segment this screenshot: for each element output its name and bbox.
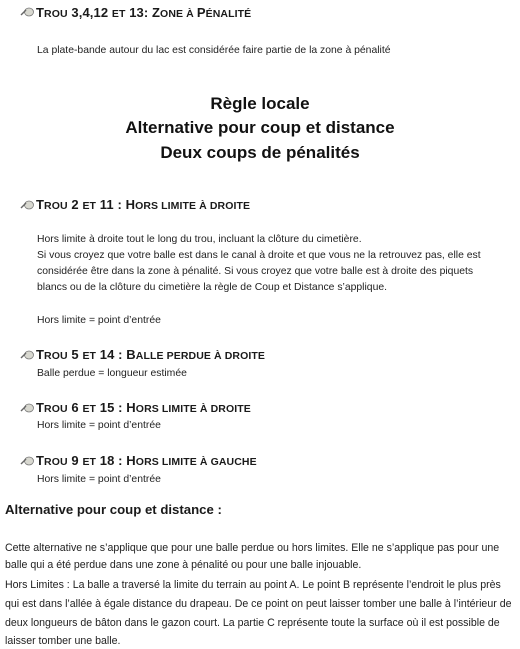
section-text: Hors limite à droite tout le long du trou, incluant la clôture du cimetière.: [37, 234, 362, 245]
section-text: Hors limite = point d’entrée: [37, 474, 161, 485]
golf-ball-bullet-icon: [20, 350, 34, 360]
section-text: Balle perdue = longueur estimée: [37, 368, 187, 379]
alternative-text: Hors Limites : La balle a traversé la limite du terrain au point A. Le point B représente l’endroit le plus près: [5, 579, 501, 591]
alternative-heading: Alternative pour coup et distance :: [5, 502, 222, 517]
title-alternative: Alternative pour coup et distance: [125, 118, 395, 137]
title-penalites: Deux coups de pénalités: [160, 143, 360, 162]
section-text: considérée être dans la zone à pénalité. Si vous croyez que votre balle est à droite des piquets: [37, 266, 474, 277]
golf-ball-bullet-icon: [20, 7, 34, 17]
section-heading: TROU 6 ET 15 : HORS LIMITE À DROITE: [36, 400, 251, 415]
golf-ball-bullet-icon: [20, 200, 34, 210]
alternative-text: laisser tomber une balle.: [5, 635, 121, 647]
section-heading: TROU 3,4,12 ET 13: ZONE À PÉNALITÉ: [36, 5, 252, 20]
alternative-text: deux longueurs de bâton dans le gazon court. La partie C représente toute la surface où il est possible de: [5, 617, 500, 629]
alternative-text: qui est dans l’allée à égale distance du drapeau. De ce point on peut laisser tomber une balle à l’intérieur de: [5, 598, 512, 610]
section-text: blancs ou de la clôture du cimetière la règle de Coup et Distance s’applique.: [37, 282, 388, 293]
alternative-text: balle qui a été perdue dans une zone à pénalité ou pour une balle injouable.: [5, 559, 362, 571]
section-text: Hors limite = point d’entrée: [37, 420, 161, 431]
section-heading: TROU 2 ET 11 : HORS LIMITE À DROITE: [36, 197, 251, 212]
golf-ball-bullet-icon: [20, 403, 34, 413]
alternative-text: Cette alternative ne s’applique que pour une balle perdue ou hors limites. Elle ne s’applique pas pour une: [5, 542, 500, 554]
section-heading: TROU 9 ET 18 : HORS LIMITE À GAUCHE: [36, 453, 257, 468]
section-text: La plate-bande autour du lac est considérée faire partie de la zone à pénalité: [37, 45, 391, 56]
golf-ball-bullet-icon: [20, 456, 34, 466]
section-text: Si vous croyez que votre balle est dans le canal à droite et que vous ne la retrouvez pas, elle est: [37, 250, 481, 261]
section-heading: TROU 5 ET 14 : BALLE PERDUE À DROITE: [36, 347, 265, 362]
title-regle-locale: Règle locale: [210, 94, 310, 113]
section-text: Hors limite = point d’entrée: [37, 315, 161, 326]
